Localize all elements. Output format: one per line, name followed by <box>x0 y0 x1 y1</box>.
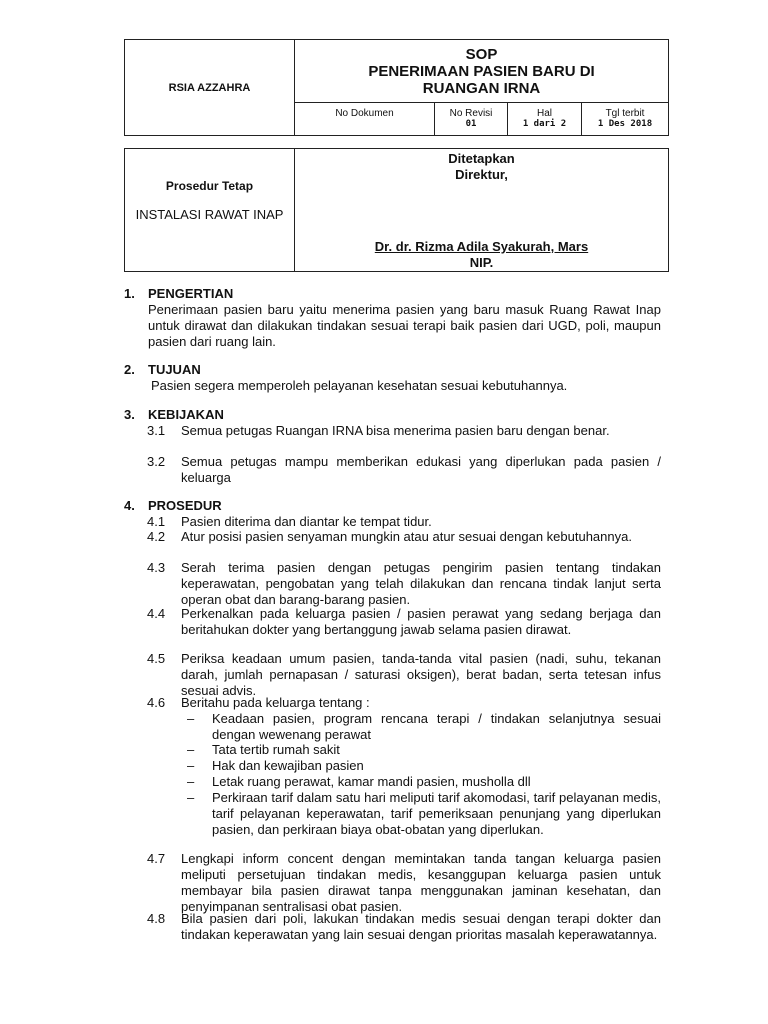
item-number: 4.1 <box>147 514 166 529</box>
signatory-name: Dr. dr. Rizma Adila Syakurah, Mars <box>374 239 589 254</box>
meta-value: 1 Des 2018 <box>597 119 653 129</box>
procedure-type-cell <box>125 149 295 272</box>
item-text: Atur posisi pasien senyaman mungkin atau atur sesuai dengan kebutuhannya. <box>181 529 632 544</box>
approval-label: Ditetapkan <box>448 151 515 166</box>
title-line-2: PENERIMAAN PASIEN BARU DI <box>368 62 595 80</box>
sub-item-text: Perkiraan tarif dalam satu hari meliputi tarif akomodasi, tarif pelayanan medis, tarif pelayanan keperawatan, tarif pemeriksaan penunjang yang diperlukan pasien, dan perkiraan biaya obat-obatan yang diperlukan. <box>212 790 661 837</box>
bullet-dash: – <box>187 711 195 726</box>
section-number: 2. <box>124 362 135 377</box>
organization-name: RSIA AZZAHRA <box>125 40 295 136</box>
section-prosedur <box>124 498 661 960</box>
meta-label: Hal <box>536 108 552 119</box>
meta-label: Tgl terbit <box>605 108 645 119</box>
item-text: Beritahu pada keluarga tentang : <box>181 695 370 710</box>
meta-hal <box>508 103 582 136</box>
item-text: Periksa keadaan umum pasien, tanda-tanda vital pasien (nadi, suhu, tekanan darah, jumlah pernapasan / saturasi oksigen), berat badan, serta tetesan infus sesuai advis. <box>181 651 661 698</box>
sub-item-text: Keadaan pasien, program rencana terapi / tindakan selanjutnya sesuai dengan wewenang perawat <box>212 711 661 742</box>
meta-no-dokumen <box>295 103 435 136</box>
section-heading: PROSEDUR <box>148 498 222 513</box>
section-number: 3. <box>124 407 135 422</box>
title-line-3: RUANGAN IRNA <box>422 79 541 97</box>
approval-table <box>124 148 669 272</box>
item-text: Bila pasien dari poli, lakukan tindakan medis sesuai dengan terapi dokter dan tindakan keperawatan yang lain sesuai dengan prioritas masalah keperawatannya. <box>181 911 661 942</box>
meta-no-revisi <box>435 103 508 136</box>
section-pengertian <box>124 286 661 348</box>
sub-item-text: Hak dan kewajiban pasien <box>212 758 364 773</box>
meta-value: 01 <box>465 119 477 129</box>
bullet-dash: – <box>187 774 195 789</box>
signatory-nip: NIP. <box>469 255 494 270</box>
section-number: 4. <box>124 498 135 513</box>
item-text: Serah terima pasien dengan petugas pengirim pasien tentang tindakan keperawatan, pengobatan yang telah dilakukan dan rencana tindak lanjut serta operan obat dan barang-barang pasien. <box>181 560 661 607</box>
section-text: Penerimaan pasien baru yaitu menerima pasien yang baru masuk Ruang Rawat Inap untuk dirawat dan dilakukan tindakan sesuai terapi baik pasien dari UGD, poli, maupun pasien dari ruang lain. <box>148 302 661 349</box>
item-text: Semua petugas Ruangan IRNA bisa menerima pasien baru dengan benar. <box>181 423 610 438</box>
bullet-dash: – <box>187 790 195 805</box>
sub-item-text: Tata tertib rumah sakit <box>212 742 340 757</box>
item-number: 4.6 <box>147 695 166 710</box>
item-text: Semua petugas mampu memberikan edukasi yang diperlukan pada pasien / keluarga <box>181 454 661 485</box>
item-number: 4.4 <box>147 606 166 621</box>
approval-cell <box>295 149 669 272</box>
meta-value: 1 dari 2 <box>522 119 567 129</box>
item-number: 4.7 <box>147 851 166 866</box>
section-text: Pasien segera memperoleh pelayanan kesehatan sesuai kebutuhannya. <box>151 378 568 393</box>
procedure-type: Prosedur Tetap <box>165 179 254 193</box>
meta-tgl-terbit <box>582 103 669 136</box>
section-tujuan <box>124 362 661 394</box>
item-number: 4.5 <box>147 651 166 666</box>
meta-label: No Revisi <box>449 108 493 119</box>
document-title <box>295 40 669 103</box>
approval-position: Direktur, <box>455 167 508 182</box>
section-heading: KEBIJAKAN <box>148 407 224 422</box>
sub-item-text: Letak ruang perawat, kamar mandi pasien, musholla dll <box>212 774 531 789</box>
title-line-1: SOP <box>465 45 498 63</box>
meta-label: No Dokumen <box>335 108 394 119</box>
item-text: Perkenalkan pada keluarga pasien / pasien perawat yang sedang berjaga dan beritahukan dokter yang bertanggung jawab selama pasien dirawat. <box>181 606 661 637</box>
section-kebijakan <box>124 407 661 487</box>
item-number: 4.8 <box>147 911 166 926</box>
item-number: 3.1 <box>147 423 166 438</box>
item-number: 4.2 <box>147 529 166 544</box>
section-number: 1. <box>124 286 135 301</box>
bullet-dash: – <box>187 758 195 773</box>
item-number: 3.2 <box>147 454 166 469</box>
unit-name: INSTALASI RAWAT INAP <box>135 207 284 222</box>
document-header-table <box>124 39 669 136</box>
item-text: Pasien diterima dan diantar ke tempat tidur. <box>181 514 432 529</box>
item-number: 4.3 <box>147 560 166 575</box>
bullet-dash: – <box>187 742 195 757</box>
section-heading: PENGERTIAN <box>148 286 234 301</box>
section-heading: TUJUAN <box>148 362 201 377</box>
item-text: Lengkapi inform concent dengan memintakan tanda tangan keluarga pasien meliputi persetujuan tindakan medis, kesanggupan keluarga pasien untuk membayar bila pasien dirawat tanpa menggunakan jaminan kesehatan, dan penyimpanan sentralisasi obat pasien. <box>181 851 661 914</box>
